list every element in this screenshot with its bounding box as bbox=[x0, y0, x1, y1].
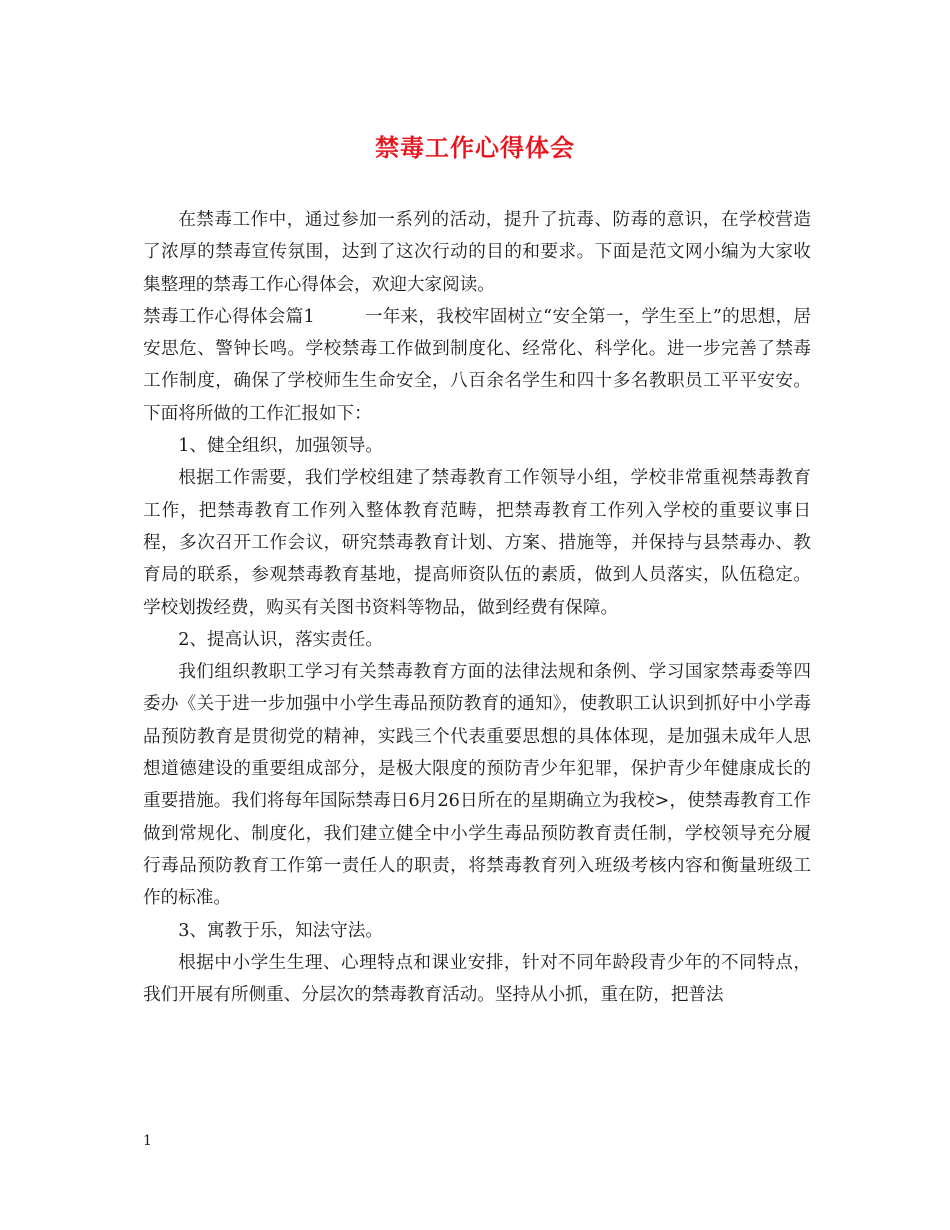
section-paragraph bbox=[143, 301, 811, 430]
paragraph-1: 根据工作需要，我们学校组建了禁毒教育工作领导小组，学校非常重视禁毒教育工作，把禁毒教育工作列入整体教育范畴，把禁毒教育工作列入学校的重要议事日程，多次召开工作会议，研究禁毒教育计划、方案、措施等，并保持与县禁毒办、教育局的联系，参观禁毒教育基地，提高师资队伍的素质，做到人员落实，队伍稳定。学校划拨经费，购买有关图书资料等物品，做到经费有保障。 bbox=[143, 468, 811, 618]
heading-3: 3、寓教于乐，知法守法。 bbox=[178, 920, 383, 941]
intro-paragraph: 在禁毒工作中，通过参加一系列的活动，提升了抗毒、防毒的意识，在学校营造了浓厚的禁毒宣传氛围，达到了这次行动的目的和要求。下面是范文网小编为大家收集整理的禁毒工作心得体会，欢迎大家阅读。 bbox=[143, 210, 811, 295]
heading-2: 2、提高认识，落实责任。 bbox=[178, 629, 383, 650]
section-text: 一年来，我校牢固树立“安全第一，学生至上”的思想，居安思危、警钟长鸣。学校禁毒工作做到制度化、经常化、科学化。进一步完善了禁毒工作制度，确保了学校师生生命安全，八百余名学生和四十多名教职员工平平安安。下面将所做的工作汇报如下： bbox=[143, 306, 811, 424]
heading-1: 1、健全组织，加强领导。 bbox=[178, 436, 383, 457]
paragraph-2: 我们组织教职工学习有关禁毒教育方面的法律法规和条例、学习国家禁毒委等四委办《关于进一步加强中小学生毒品预防教育的通知》，使教职工认识到抓好中小学毒品预防教育是贯彻党的精神，实践三个代表重要思想的具体体现，是加强未成年人思想道德建设的重要组成部分，是极大限度的预防青少年犯罪，保护青少年健康成长的重要措施。我们将每年国际禁毒日6月26日所在的星期确立为我校>，使禁毒教育工作做到常规化、制度化，我们建立健全中小学生毒品预防教育责任制，学校领导充分履行毒品预防教育工作第一责任人的职责，将禁毒教育列入班级考核内容和衡量班级工作的标准。 bbox=[143, 662, 811, 909]
section-label: 禁毒工作心得体会篇1 bbox=[143, 306, 315, 327]
page-number: 1 bbox=[143, 1133, 152, 1149]
paragraph-3: 根据中小学生生理、心理特点和课业安排，针对不同年龄段青少年的不同特点，我们开展有所侧重、分层次的禁毒教育活动。坚持从小抓，重在防，把普法 bbox=[143, 952, 811, 1006]
document-title: 禁毒工作心得体会 bbox=[375, 133, 575, 162]
document-body bbox=[143, 204, 811, 1011]
